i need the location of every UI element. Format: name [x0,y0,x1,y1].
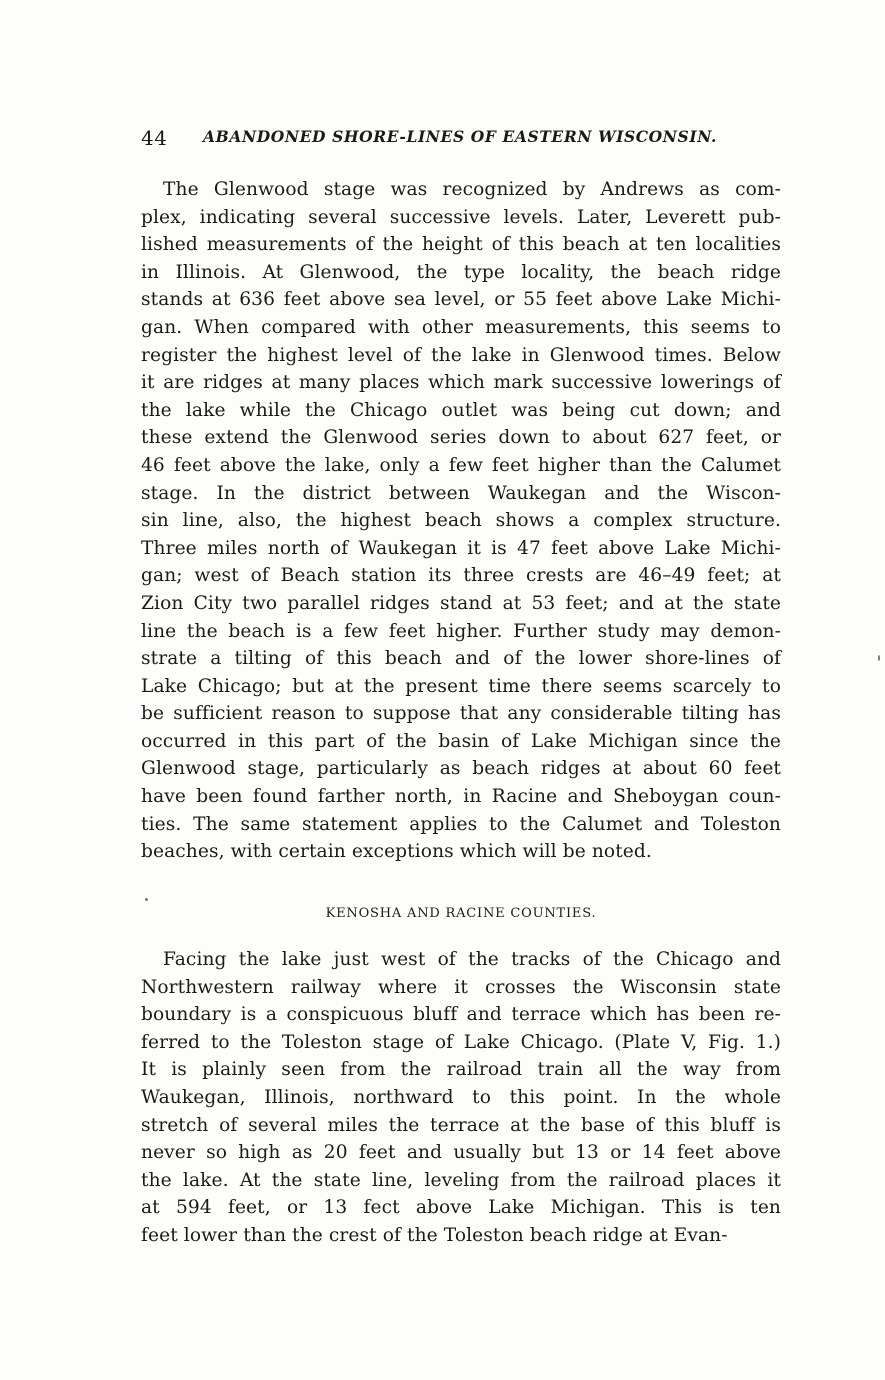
text-line: lished measurements of the height of this beach at ten localities [141,234,781,256]
text-line: the lake. At the state line, leveling from the railroad places it [141,1169,781,1191]
text-line: occurred in this part of the basin of Lake Michigan since the [141,730,781,752]
text-line: the lake while the Chicago outlet was being cut down; and [141,399,781,421]
page-number: 44 [141,126,168,150]
running-head: ABANDONED SHORE-LINES OF EASTERN WISCONSIN. [203,127,717,146]
text-line: ferred to the Toleston stage of Lake Chicago. (Plate V, Fig. 1.) [141,1031,781,1053]
text-line: Waukegan, Illinois, northward to this point. In the whole [141,1086,781,1108]
text-line: It is plainly seen from the railroad train all the way from [141,1059,781,1081]
text-line: line the beach is a few feet higher. Further study may demon- [141,620,781,642]
text-line: have been found farther north, in Racine and Sheboygan coun- [141,786,781,808]
text-line: register the highest level of the lake in Glenwood times. Below [141,344,781,366]
text-line: in Illinois. At Glenwood, the type locality, the beach ridge [141,261,781,283]
text-line: stage. In the district between Waukegan and the Wiscon- [141,482,781,504]
text-line: ties. The same statement applies to the Calumet and Toleston [141,813,781,835]
page-header [141,126,781,156]
text-line: The Glenwood stage was recognized by Andrews as com- [163,179,781,200]
text-line: Facing the lake just west of the tracks of the Chicago and [163,949,781,970]
text-line: strate a tilting of this beach and of the lower shore-lines of [141,648,781,670]
text-line: stretch of several miles the terrace at the base of this bluff is [141,1114,781,1136]
print-speck [878,655,880,661]
text-line: Zion City two parallel ridges stand at 53 feet; and at the state [141,592,781,614]
text-line: stands at 636 feet above sea level, or 55 feet above Lake Michi- [141,289,781,311]
text-line: gan. When compared with other measurements, this seems to [141,316,781,338]
print-speck [145,898,148,901]
text-line: Three miles north of Waukegan it is 47 feet above Lake Michi- [141,537,781,559]
paragraph-glenwood-stage [141,176,781,866]
text-line: beaches, with certain exceptions which will be noted. [141,841,652,863]
text-line: be sufficient reason to suppose that any considerable tilting has [141,703,781,725]
text-line: sin line, also, the highest beach shows a complex structure. [141,510,781,532]
text-line: plex, indicating several successive levels. Later, Leverett pub- [141,206,781,228]
text-line: Northwestern railway where it crosses the Wisconsin state [141,976,781,998]
text-line: these extend the Glenwood series down to about 627 feet, or [141,427,781,449]
text-line: gan; west of Beach station its three crests are 46–49 feet; at [141,565,781,587]
text-line: boundary is a conspicuous bluff and terrace which has been re- [141,1004,781,1026]
text-line: feet lower than the crest of the Toleston beach ridge at Evan- [141,1224,728,1246]
section-heading: KENOSHA AND RACINE COUNTIES. [325,906,597,921]
text-line: 46 feet above the lake, only a few feet higher than the Calumet [141,454,781,476]
text-line: Glenwood stage, particularly as beach ridges at about 60 feet [141,758,781,780]
paragraph-kenosha-racine [141,946,781,1250]
text-line: it are ridges at many places which mark successive lowerings of [141,372,781,394]
text-line: never so high as 20 feet and usually but 13 or 14 feet above [141,1142,781,1164]
text-line: at 594 feet, or 13 fect above Lake Michigan. This is ten [141,1197,781,1219]
text-line: Lake Chicago; but at the present time there seems scarcely to [141,675,781,697]
